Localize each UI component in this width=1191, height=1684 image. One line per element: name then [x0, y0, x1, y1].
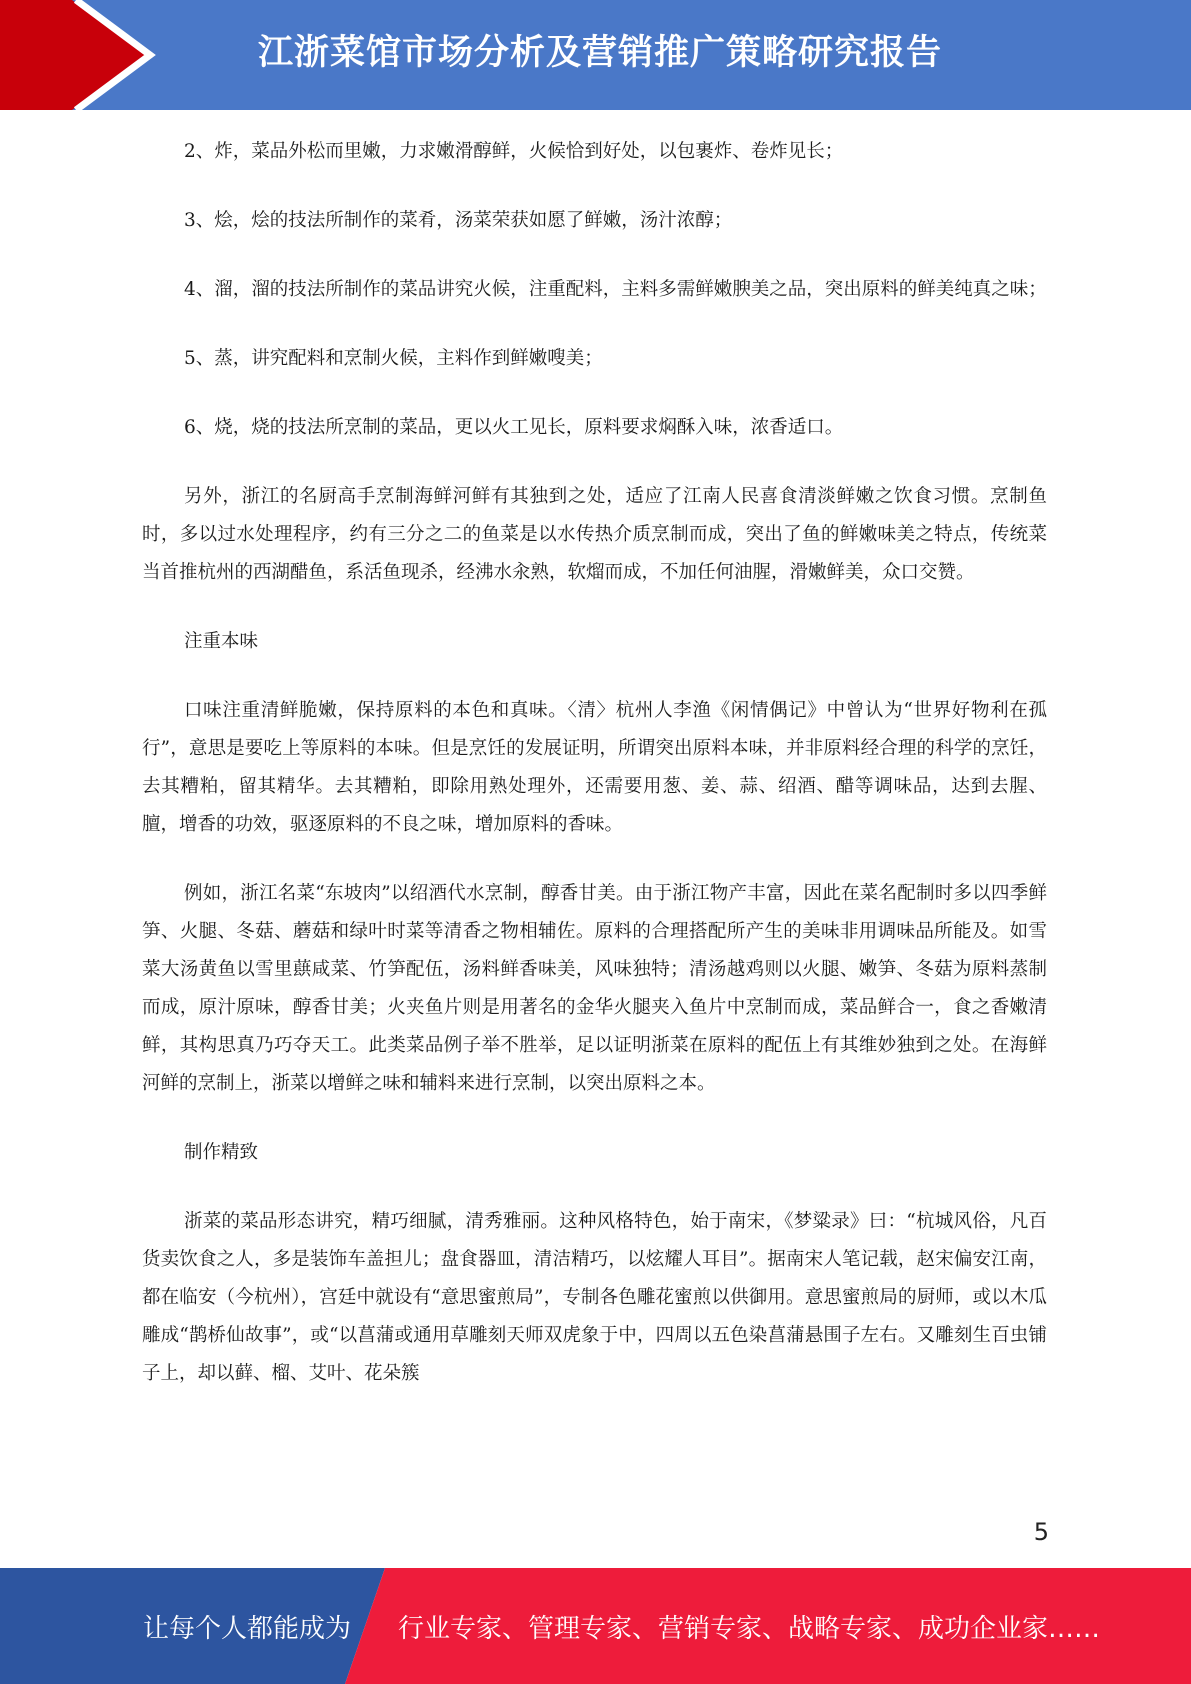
paragraph-original-flavor: 口味注重清鲜脆嫩，保持原料的本色和真味。〈清〉杭州人李渔《闲情偶记》中曾认为“世界好物利在孤行”，意思是要吃上等原料的本味。但是烹饪的发展证明，所谓突出原料本味，并非原料经合理的科学的烹饪，去其糟粕，留其精华。去其糟粕，即除用熟处理外，还需要用葱、姜、蒜、绍酒、醋等调味品，达到去腥、膻，增香的功效，驱逐原料的不良之味，增加原料的香味。 [142, 700, 1047, 835]
footer-slogan-left: 让每个人都能成为 [143, 1614, 352, 1644]
section-heading-original-flavor: 注重本味 [184, 631, 259, 652]
section-heading-fine-craft: 制作精致 [184, 1142, 259, 1163]
page-header [0, 0, 1191, 110]
report-title: 江浙菜馆市场分析及营销推广策略研究报告 [258, 33, 943, 73]
paragraph-saute: 4、溜，溜的技法所制作的菜品讲究火候，注重配料，主料多需鲜嫩腴美之品，突出原料的鲜美纯真之味； [184, 279, 1047, 300]
header-arrow-decoration [0, 0, 160, 110]
paragraph-fine-craft: 浙菜的菜品形态讲究，精巧细腻，清秀雅丽。这种风格特色，始于南宋，《梦粱录》曰：“杭城风俗，凡百货卖饮食之人，多是装饰车盖担儿；盘食器皿，清洁精巧，以炫耀人耳目”。据南宋人笔记载，赵宋偏安江南，都在临安（今杭州），宫廷中就设有“意思蜜煎局”，专制各色雕花蜜煎以供御用。意思蜜煎局的厨师，或以木瓜雕成“鹊桥仙故事”，或“以菖蒲或通用草雕刻天师双虎象于中，四周以五色染菖蒲悬围子左右。又雕刻生百虫铺子上，却以藓、榴、艾叶、花朵簇 [142, 1211, 1047, 1384]
footer-slogan-right: 行业专家、管理专家、营销专家、战略专家、成功企业家…… [398, 1614, 1101, 1644]
paragraph-fry: 2、炸，菜品外松而里嫩，力求嫩滑醇鲜，火候恰到好处，以包裹炸、卷炸见长； [184, 141, 844, 162]
page-number: 5 [1033, 1518, 1049, 1546]
paragraph-steam: 5、蒸，讲究配料和烹制火候，主料作到鲜嫩嗖美； [184, 348, 603, 369]
paragraph-dongpo-example: 例如，浙江名菜“东坡肉”以绍酒代水烹制，醇香甘美。由于浙江物产丰富，因此在菜名配制时多以四季鲜笋、火腿、冬菇、蘑菇和绿叶时菜等清香之物相辅佐。原料的合理搭配所产生的美味非用调味品所能及。如雪菜大汤黄鱼以雪里蕻咸菜、竹笋配伍，汤料鲜香味美，风味独特；清汤越鸡则以火腿、嫩笋、冬菇为原料蒸制而成，原汁原味，醇香甘美；火夹鱼片则是用著名的金华火腿夹入鱼片中烹制而成，菜品鲜合一，食之香嫩清鲜，其构思真乃巧夺天工。此类菜品例子举不胜举，足以证明浙菜在原料的配伍上有其维妙独到之处。在海鲜河鲜的烹制上，浙菜以增鲜之味和辅料来进行烹制，以突出原料之本。 [142, 883, 1047, 1094]
paragraph-seafood: 另外，浙江的名厨高手烹制海鲜河鲜有其独到之处，适应了江南人民喜食清淡鲜嫩之饮食习惯。烹制鱼时，多以过水处理程序，约有三分之二的鱼菜是以水传热介质烹制而成，突出了鱼的鲜嫩味美之特点，传统菜当首推杭州的西湖醋鱼，系活鱼现杀，经沸水汆熟，软熘而成，不加任何油腥，滑嫩鲜美，众口交赞。 [142, 486, 1047, 583]
page-footer [0, 1568, 1191, 1684]
paragraph-stew: 6、烧，烧的技法所烹制的菜品，更以火工见长，原料要求焖酥入味，浓香适口。 [184, 417, 844, 438]
paragraph-braise: 3、烩，烩的技法所制作的菜肴，汤菜荣获如愿了鲜嫩，汤汁浓醇； [184, 210, 733, 231]
document-body [142, 133, 1047, 1424]
